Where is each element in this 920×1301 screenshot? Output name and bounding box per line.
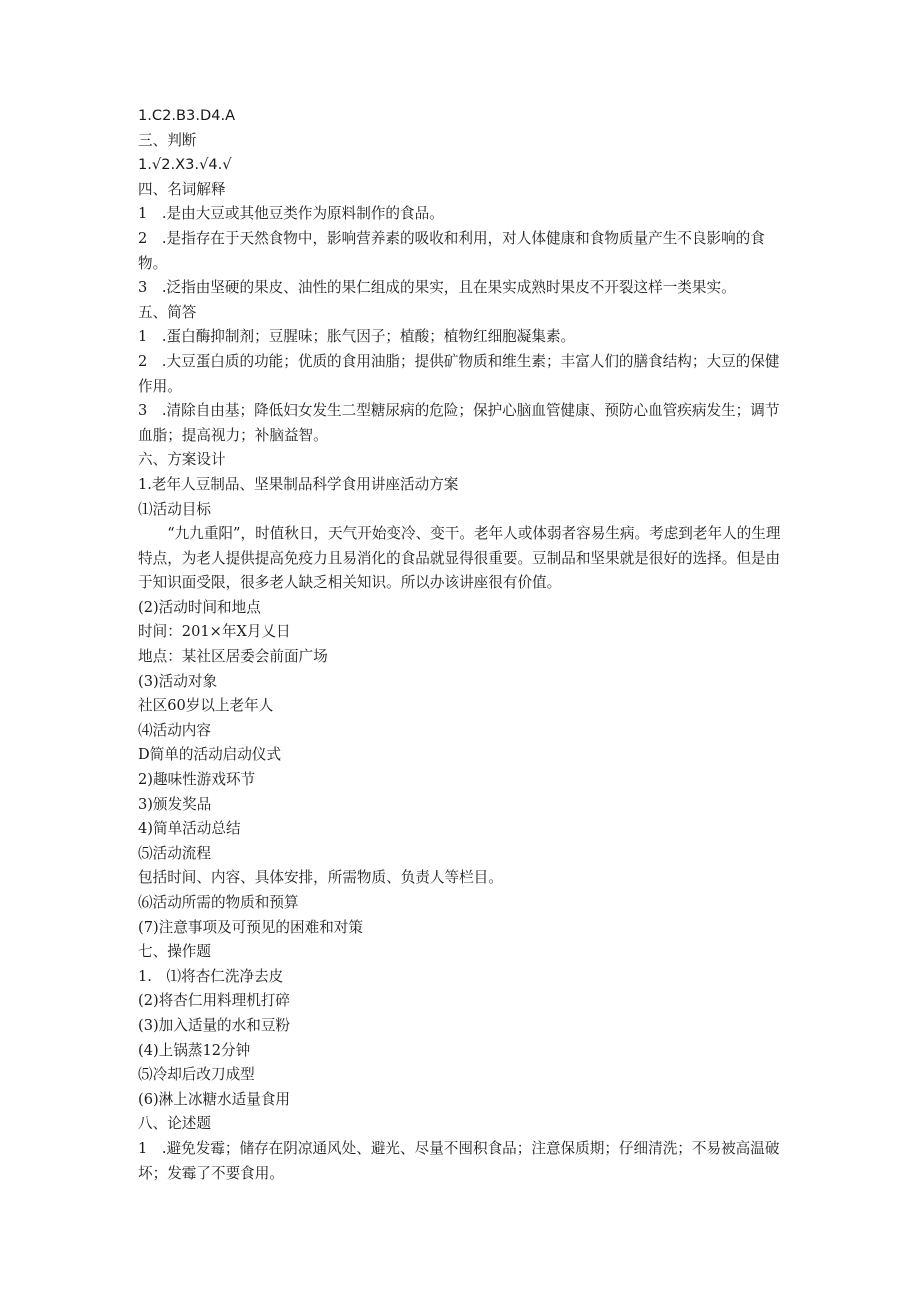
section-heading-plan-design: 六、方案设计 [138, 451, 226, 469]
operation-step-4: (4)上锅蒸12分钟 [138, 1041, 251, 1059]
operation-step-1: 1. ⑴将杏仁洗净去皮 [138, 967, 284, 985]
answer-key-text [138, 104, 784, 1186]
short-answer-item-3: 3 .清除自由基；降低妇女发生二型糖尿病的危险；保护心脑血管健康、预防心血管疾病发生；调节血脂；提高视力；补脑益智。 [138, 402, 780, 444]
plan-audience: 社区60岁以上老年人 [138, 697, 274, 715]
short-answer-item-2: 2 .大豆蛋白质的功能；优质的食用油脂；提供矿物质和维生素；丰富人们的膳食结构；大豆的保健作用。 [138, 352, 780, 395]
plan-content-item-4: 4)简单活动总结 [138, 820, 241, 838]
plan-content-item-1: D简单的活动启动仪式 [138, 746, 282, 764]
operation-step-5: ⑸冷却后改刀成型 [138, 1066, 255, 1084]
plan-place: 地点：某社区居委会前面广场 [138, 648, 328, 666]
section-heading-short-answer: 五、简答 [138, 303, 197, 321]
operation-step-6: (6)淋上冰糖水适量食用 [138, 1090, 291, 1108]
choice-answers: 1.C2.B3.D4.A [138, 107, 236, 124]
plan-goal-heading: ⑴活动目标 [138, 500, 211, 518]
plan-audience-heading: (3)活动对象 [138, 672, 218, 690]
terms-item-1: 1 .是由大豆或其他豆类作为原料制作的食品。 [138, 205, 444, 223]
terms-item-3: 3 .泛指由坚硬的果皮、油性的果仁组成的果实，且在果实成熟时果皮不开裂这样一类果实。 [138, 279, 736, 297]
operation-step-3: (3)加入适量的水和豆粉 [138, 1016, 291, 1034]
section-heading-terms: 四、名词解释 [138, 180, 226, 198]
plan-process-text: 包括时间、内容、具体安排，所需物质、负责人等栏目。 [138, 869, 503, 887]
plan-content-item-2: 2)趣味性游戏环节 [138, 771, 256, 789]
section-heading-judgement: 三、判断 [138, 131, 197, 149]
short-answer-item-1: 1 .蛋白酶抑制剂；豆腥味；胀气因子；植酸；植物红细胞凝集素。 [138, 328, 576, 346]
operation-step-2: (2)将杏仁用料理机打碎 [138, 992, 291, 1010]
plan-goal-paragraph: “九九重阳”，时值秋日，天气开始变冷、变干。老年人或体弱者容易生病。考虑到老年人的生理特点，为老人提供提高免疫力且易消化的食品就显得很重要。豆制品和坚果就是很好的选择。但是由于知识面受限，很多老人缺乏相关知识。所以办该讲座很有价值。 [138, 525, 781, 592]
plan-notes-heading: (7)注意事项及可预见的困难和对策 [138, 918, 363, 936]
plan-time: 时间：201×年X月乂日 [138, 623, 291, 641]
plan-process-heading: ⑸活动流程 [138, 844, 211, 862]
plan-time-place-heading: (2)活动时间和地点 [138, 598, 261, 616]
plan-content-item-3: 3)颁发奖品 [138, 795, 212, 813]
judgement-answers: 1.√2.X3.√4.√ [138, 156, 232, 174]
plan-content-heading: ⑷活动内容 [138, 721, 211, 739]
essay-item-1: 1 .避免发霉；储存在阴凉通风处、避光、尽量不囤积食品；注意保质期；仔细清洗；不易被高温破坏；发霉了不要食用。 [138, 1139, 780, 1182]
terms-item-2: 2 .是指存在于天然食物中，影响营养素的吸收和利用，对人体健康和食物质量产生不良影响的食物。 [138, 229, 765, 272]
plan-materials-heading: ⑹活动所需的物质和预算 [138, 894, 299, 911]
section-heading-essay: 八、论述题 [138, 1115, 211, 1133]
section-heading-operation: 七、操作题 [138, 943, 211, 961]
plan-title: 1.老年人豆制品、坚果制品科学食用讲座活动方案 [138, 475, 459, 493]
